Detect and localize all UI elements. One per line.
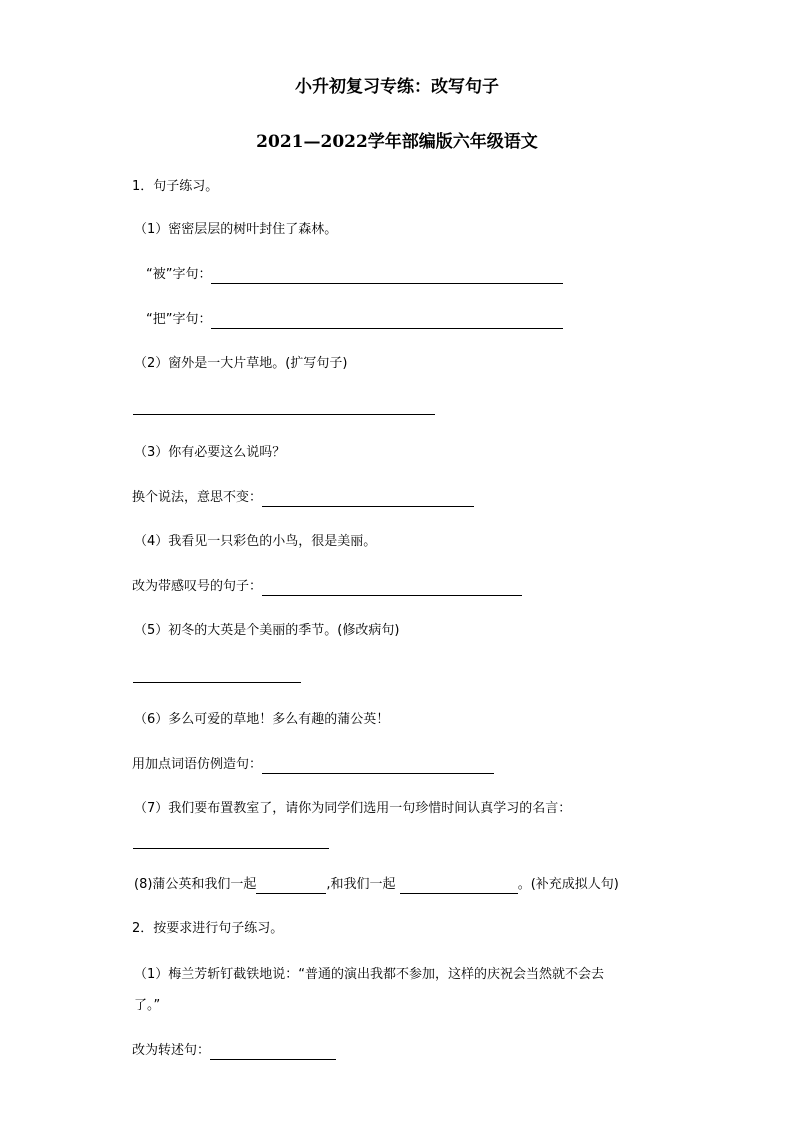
question-1-6-answer-row bbox=[132, 756, 494, 774]
ba-answer-blank[interactable] bbox=[211, 314, 563, 329]
question-1-8-blank-1[interactable] bbox=[256, 879, 326, 894]
question-1-2-text: （2）窗外是一大片草地。(扩写句子) bbox=[134, 356, 348, 371]
question-1-3-answer-row bbox=[132, 489, 474, 507]
question-1-8-row bbox=[134, 876, 619, 894]
question-1-1-bei-row bbox=[146, 266, 563, 284]
question-1-6-text: （6）多么可爱的草地！多么有趣的蒲公英！ bbox=[134, 712, 390, 727]
document-title: 小升初复习专练：改写句子 bbox=[295, 77, 499, 97]
question-1-3-prompt: 换个说法，意思不变： bbox=[132, 490, 263, 505]
ba-prompt: “把”字句： bbox=[146, 312, 212, 327]
question-1-4-answer-row bbox=[132, 578, 522, 596]
question-1-8-blank-2[interactable] bbox=[400, 879, 518, 894]
question-2-heading: 2．按要求进行句子练习。 bbox=[132, 921, 284, 936]
question-1-1-ba-row bbox=[146, 311, 563, 329]
question-1-7-text: （7）我们要布置教室了，请你为同学们选用一句珍惜时间认真学习的名言： bbox=[134, 801, 572, 816]
question-1-1-text: （1）密密层层的树叶封住了森林。 bbox=[134, 222, 338, 237]
question-2-1-answer-blank[interactable] bbox=[210, 1045, 336, 1060]
document-subtitle: 2021—2022学年部编版六年级语文 bbox=[256, 132, 538, 152]
question-2-1-text-line1: （1）梅兰芳斩钉截铁地说：“普通的演出我都不参加，这样的庆祝会当然就不会去 bbox=[134, 967, 605, 982]
question-1-4-prompt: 改为带感叹号的句子： bbox=[132, 579, 263, 594]
question-1-heading: 1．句子练习。 bbox=[132, 179, 219, 194]
question-2-1-answer-row bbox=[132, 1042, 336, 1060]
question-1-4-text: （4）我看见一只彩色的小鸟，很是美丽。 bbox=[134, 534, 377, 549]
question-1-3-text: （3）你有必要这么说吗？ bbox=[134, 445, 286, 460]
question-1-8-part2: ,和我们一起 bbox=[326, 877, 400, 892]
question-1-7-answer-blank[interactable] bbox=[133, 848, 329, 849]
question-1-8-part3: 。(补充成拟人句) bbox=[517, 877, 619, 892]
question-2-1-prompt: 改为转述句： bbox=[132, 1043, 211, 1058]
question-1-3-answer-blank[interactable] bbox=[262, 492, 474, 507]
question-1-6-answer-blank[interactable] bbox=[262, 759, 494, 774]
bei-prompt: “被”字句： bbox=[146, 267, 212, 282]
question-1-6-prompt: 用加点词语仿例造句： bbox=[132, 757, 263, 772]
bei-answer-blank[interactable] bbox=[211, 269, 563, 284]
question-1-5-answer-blank[interactable] bbox=[133, 682, 301, 683]
question-1-2-answer-blank[interactable] bbox=[133, 414, 435, 415]
question-2-1-text-line2: 了。” bbox=[134, 998, 161, 1013]
question-1-8-part1: (8)蒲公英和我们一起 bbox=[134, 877, 257, 892]
question-1-4-answer-blank[interactable] bbox=[262, 581, 522, 596]
question-1-5-text: （5）初冬的大英是个美丽的季节。(修改病句) bbox=[134, 623, 400, 638]
